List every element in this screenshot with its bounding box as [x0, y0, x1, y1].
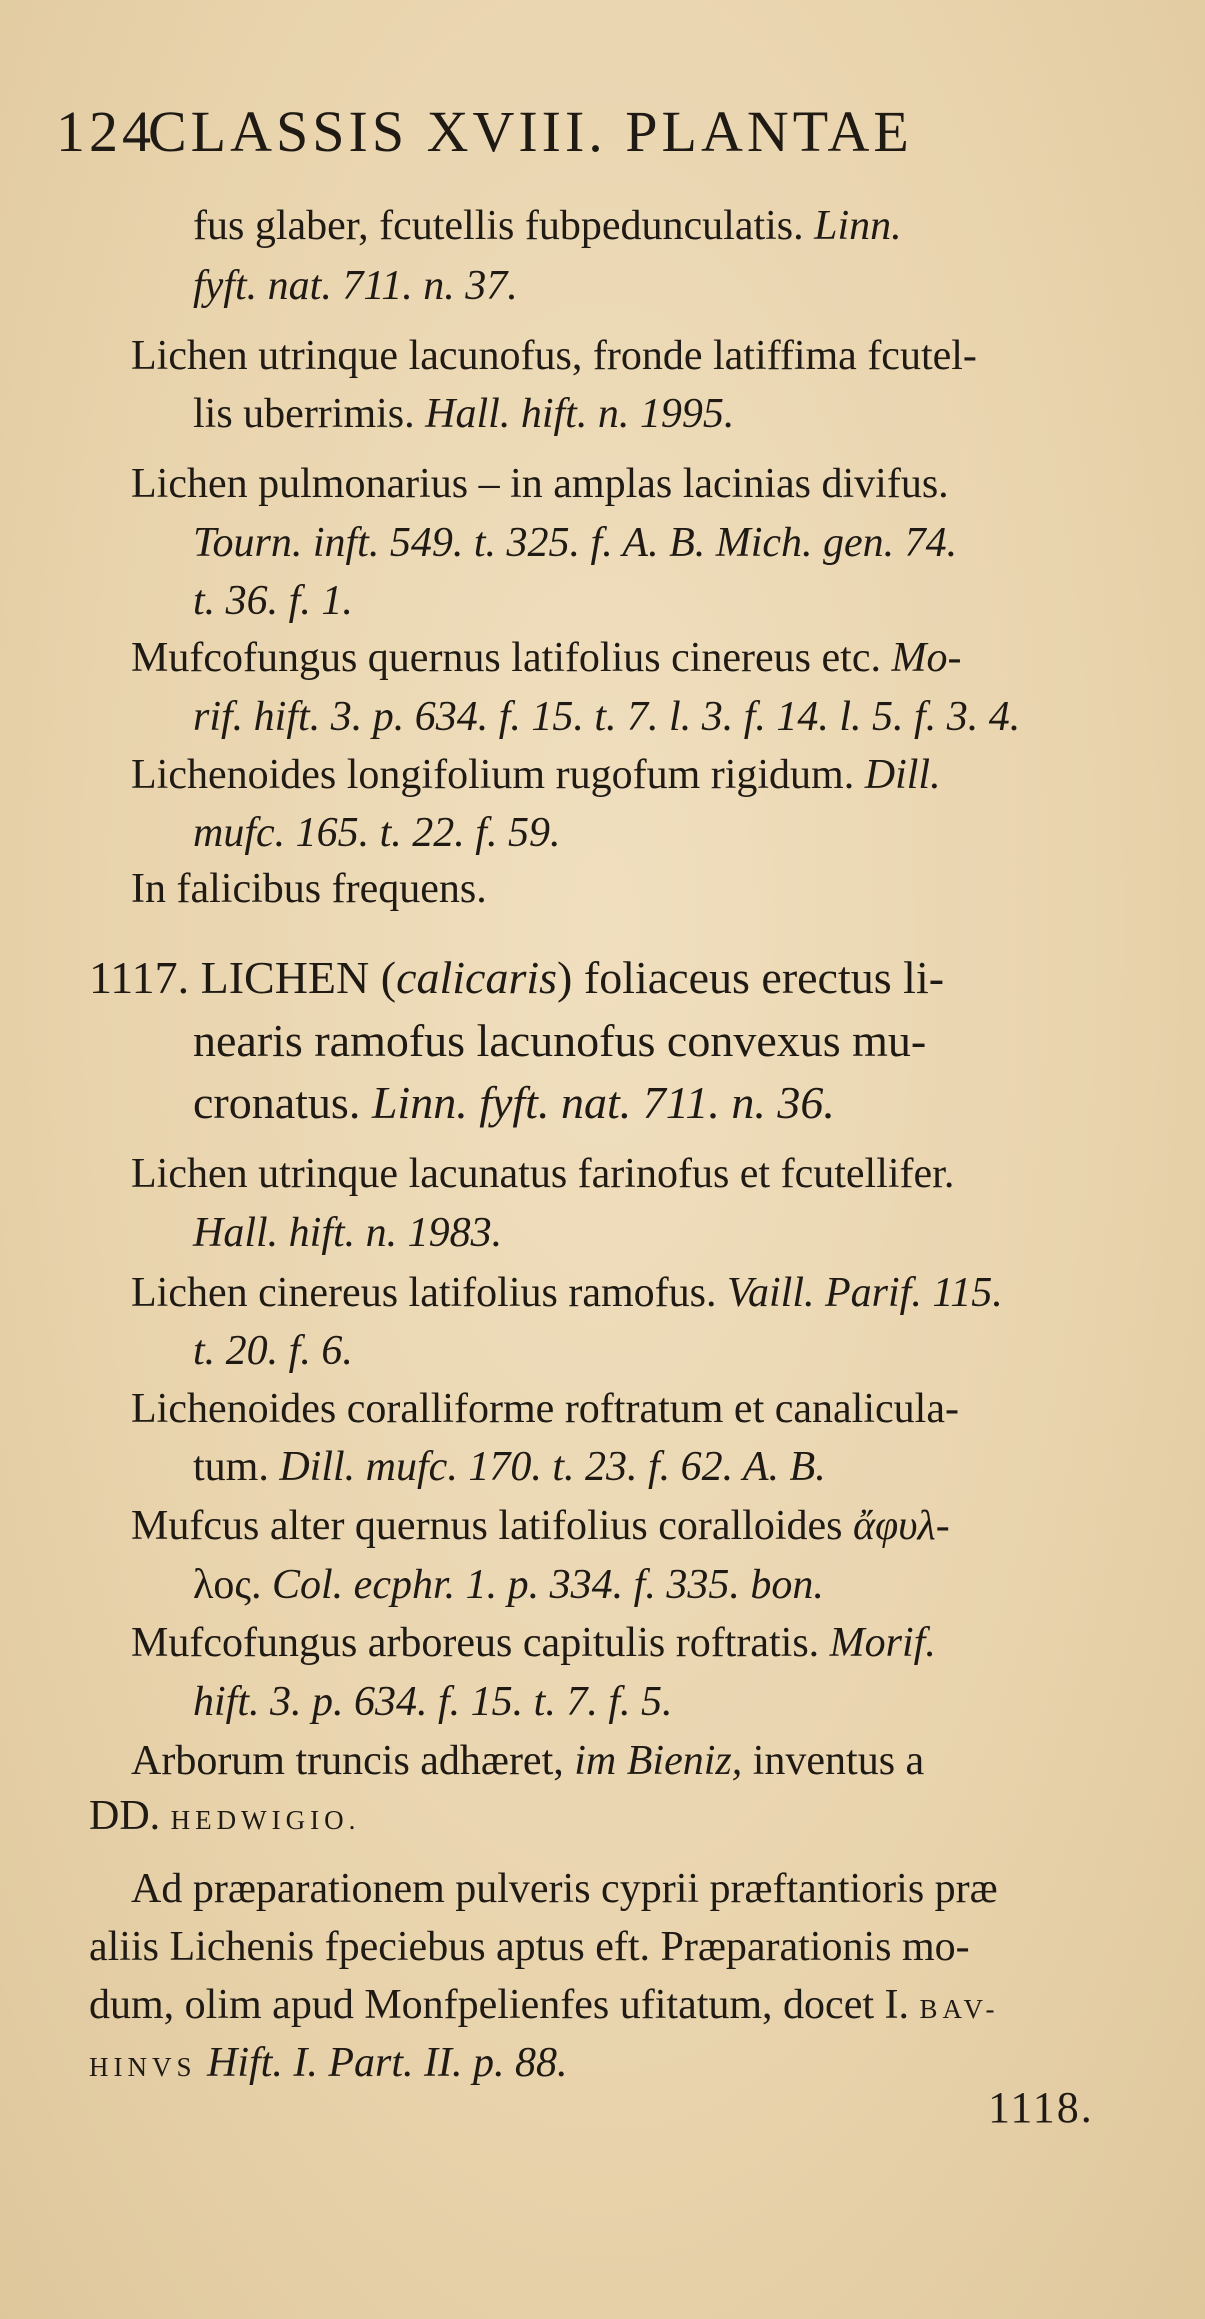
synonym-line: Lichen utrinque lacunofus, fronde latiffima fcutel- — [131, 333, 977, 379]
synonym-line: Mufcofungus arboreus capitulis roftratis. Morif. — [131, 1620, 936, 1666]
synonym-reference: Tourn. inft. 549. t. 325. f. A. B. Mich. gen. 74. — [193, 520, 958, 566]
reference: Vaill. Parif. 115. — [726, 1270, 1003, 1316]
page-number: 124 — [56, 99, 155, 164]
synonym-line: Lichen utrinque lacunatus farinofus et fcutellifer. — [131, 1151, 955, 1197]
entry-1116-line-1 — [193, 205, 902, 247]
reference: Mo- — [891, 635, 962, 681]
collector-name: HEDWIGIO. — [170, 1805, 361, 1835]
catchword: 1118. — [988, 2083, 1094, 2132]
usage-line: dum, olim apud Monfpelienfes ufitatum, docet I. BAV- — [89, 1982, 1000, 2028]
synonym-line: tum. Dill. mufc. 170. t. 23. f. 62. A. B. — [193, 1444, 826, 1490]
synonym-line: lis uberrimis. Hall. hift. n. 1995. — [193, 391, 735, 437]
locality-line: DD. HEDWIGIO. — [89, 1793, 361, 1839]
reference: Linn. fyft. nat. 711. n. 36. — [371, 1077, 835, 1128]
synonym-reference: rif. hift. 3. p. 634. f. 15. t. 7. l. 3. f. 14. l. 5. f. 3. 4. — [193, 694, 1021, 740]
diagnosis-line: nearis ramofus lacunofus convexus mu- — [193, 1015, 927, 1066]
habitat-line: In falicibus frequens. — [131, 866, 487, 912]
greek-word: λος. — [193, 1562, 262, 1608]
synonym-line: Mufcofungus quernus latifolius cinereus etc. Mo- — [131, 635, 962, 681]
reference: Hall. hift. n. 1995. — [425, 391, 735, 437]
greek-word: ἄφυλ- — [852, 1503, 950, 1549]
synonym-line — [193, 1564, 824, 1606]
reference: Col. ecphr. 1. p. 334. f. 335. bon. — [272, 1562, 824, 1608]
author-name: HINVS — [89, 2052, 197, 2082]
species-epithet: calicaris — [396, 952, 558, 1003]
entry-1116-line-2: fyft. nat. 711. n. 37. — [193, 263, 518, 309]
synonym-reference: Hall. hift. n. 1983. — [193, 1210, 503, 1256]
reference: Dill. mufc. 170. t. 23. f. 62. A. B. — [279, 1444, 826, 1490]
locality-line: Arborum truncis adhæret, im Bieniz, inventus a — [131, 1738, 925, 1784]
diagnosis-line: cronatus. Linn. fyft. nat. 711. n. 36. — [193, 1077, 835, 1128]
reference: Morif. — [829, 1620, 936, 1666]
synonym-reference: mufc. 165. t. 22. f. 59. — [193, 810, 561, 856]
reference: Dill. — [864, 752, 941, 798]
author-name: BAV- — [919, 1994, 1000, 2024]
synonym-line: Lichen cinereus latifolius ramofus. Vaill. Parif. 115. — [131, 1270, 1003, 1316]
synonym-reference: t. 20. f. 6. — [193, 1328, 353, 1374]
genus-name: LICHEN — [200, 952, 370, 1003]
running-title: CLASSIS XVIII. PLANTAE — [148, 99, 913, 164]
place-name: im Bieniz, — [574, 1738, 743, 1784]
usage-line: Ad præparationem pulveris cyprii præftantioris præ — [131, 1866, 998, 1912]
usage-line — [89, 2042, 567, 2084]
reference: Linn. — [814, 203, 902, 249]
diagnosis-text: foliaceus erectus li- — [583, 952, 945, 1003]
diagnosis-text: fus glaber, fcutellis fubpedunculatis. — [193, 203, 804, 249]
synonym-reference: hift. 3. p. 634. f. 15. t. 7. f. 5. — [193, 1679, 673, 1725]
reference: Hift. I. Part. II. p. 88. — [207, 2040, 568, 2086]
entry-number: 1117. — [89, 952, 190, 1003]
running-header — [56, 98, 913, 165]
synonym-line: Lichenoides coralliforme roftratum et canalicula- — [131, 1386, 959, 1432]
synonym-reference: t. 36. f. 1. — [193, 578, 353, 624]
usage-line: aliis Lichenis fpeciebus aptus eft. Præparationis mo- — [89, 1924, 970, 1970]
synonym-line: Mufcus alter quernus latifolius coralloides ἄφυλ- — [131, 1503, 950, 1549]
synonym-line: Lichenoides longifolium rugofum rigidum. Dill. — [131, 752, 941, 798]
entry-1117-heading: 1117. LICHEN (calicaris) foliaceus erectus li- — [89, 952, 945, 1003]
synonym-line: Lichen pulmonarius – in amplas lacinias divifus. — [131, 461, 949, 507]
